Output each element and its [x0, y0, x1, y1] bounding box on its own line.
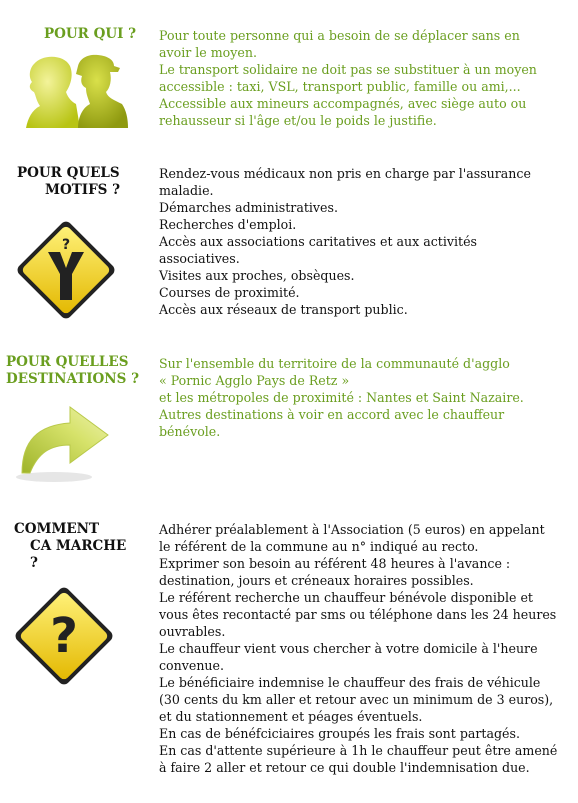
section-title [17, 165, 127, 199]
curved-arrow-icon [8, 385, 122, 485]
text-line: Accès aux associations caritatives et aux activités [159, 234, 478, 249]
text-line: associatives. [159, 251, 240, 266]
text-line: bénévole. [159, 424, 221, 439]
text-line: Visites aux proches, obsèques. [159, 268, 355, 283]
text-line: accessible : taxi, VSL, transport public, famille ou ami,... [159, 79, 521, 94]
y-crossroad-sign-icon [8, 212, 124, 328]
text-line: avoir le moyen. [159, 45, 257, 60]
title-line: COMMENT [14, 521, 100, 537]
text-line: Courses de proximité. [159, 285, 300, 300]
text-line: « Pornic Agglo Pays de Retz » [159, 373, 350, 388]
sign-question-mark: ? [61, 237, 71, 253]
title-line: CA MARCHE ? [30, 538, 127, 571]
text-line: le référent de la commune au n° indiqué au recto. [159, 539, 479, 554]
section-text [159, 165, 559, 318]
title-line: DESTINATIONS ? [6, 371, 140, 387]
title-line: POUR QUELS [17, 165, 120, 181]
text-line: Adhérer préalablement à l'Association (5 euros) en appelant [159, 522, 545, 537]
text-line: Pour toute personne qui a besoin de se déplacer sans en [159, 28, 520, 43]
section-text [159, 27, 559, 129]
text-line: rehausseur si l'âge et/ou le poids le justifie. [159, 113, 437, 128]
text-line: En cas d'attente supérieure à 1h le chauffeur peut être amené [159, 743, 558, 758]
people-silhouettes-icon [22, 52, 132, 130]
text-line: Recherches d'emploi. [159, 217, 297, 232]
text-line: Le chauffeur vient vous chercher à votre domicile à l'heure [159, 641, 538, 656]
section-text [159, 521, 559, 776]
title-line: POUR QUELLES [6, 354, 129, 370]
text-line: à faire 2 aller et retour ce qui double l'indemnisation due. [159, 760, 530, 775]
text-line: et les métropoles de proximité : Nantes et Saint Nazaire. [159, 390, 524, 405]
text-line: ouvrables. [159, 624, 226, 639]
text-line: Le bénéficiaire indemnise le chauffeur des frais de véhicule [159, 675, 541, 690]
title-line: MOTIFS ? [45, 182, 121, 198]
text-line: convenue. [159, 658, 224, 673]
text-line: Rendez-vous médicaux non pris en charge par l'assurance [159, 166, 531, 181]
title-line: POUR QUI ? [44, 26, 137, 42]
text-line: maladie. [159, 183, 214, 198]
text-line: et du stationnement et péages éventuels. [159, 709, 423, 724]
text-line: Sur l'ensemble du territoire de la communauté d'agglo [159, 356, 510, 371]
text-line: destination, jours et créneaux horaires possibles. [159, 573, 474, 588]
text-line: Démarches administratives. [159, 200, 338, 215]
text-line: Accès aux réseaux de transport public. [159, 302, 408, 317]
text-line: Le transport solidaire ne doit pas se substituer à un moyen [159, 62, 537, 77]
text-line: Le référent recherche un chauffeur bénévole disponible et [159, 590, 533, 605]
section-text [159, 355, 559, 440]
text-line: (30 cents du km aller et retour avec un minimum de 3 euros), [159, 692, 554, 707]
section-title [6, 354, 139, 388]
text-line: Exprimer son besoin au référent 48 heures à l'avance : [159, 556, 511, 571]
section-title [12, 521, 132, 572]
text-line: Accessible aux mineurs accompagnés, avec siège auto ou [159, 96, 527, 111]
question-sign-icon [6, 578, 122, 694]
sign-question-mark: ? [50, 608, 78, 664]
text-line: vous êtes recontacté par sms ou téléphone dans les 24 heures [159, 607, 557, 622]
text-line: Autres destinations à voir en accord avec le chauffeur [159, 407, 505, 422]
text-line: En cas de bénéfciciaires groupés les frais sont partagés. [159, 726, 520, 741]
section-title [44, 26, 136, 43]
